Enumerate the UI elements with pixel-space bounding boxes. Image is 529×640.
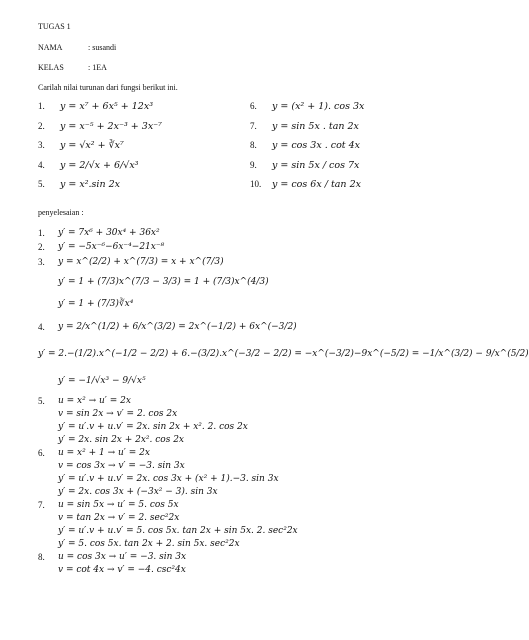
left-problem-4 bbox=[38, 160, 238, 180]
problem-expression: y = 2/√x + 6/√x³ bbox=[60, 159, 139, 171]
problem-expression: y = x⁻⁵ + 2x⁻³ + 3x⁻⁷ bbox=[60, 120, 162, 132]
solution-line: y′ = −5x⁻⁶−6x⁻⁴−21x⁻⁸ bbox=[58, 242, 165, 252]
nama-label: NAMA bbox=[38, 43, 63, 52]
solution-2 bbox=[38, 240, 448, 254]
solution-number: 1. bbox=[38, 228, 45, 238]
solution-number: 6. bbox=[38, 447, 45, 458]
left-problem-5 bbox=[38, 179, 238, 199]
right-problem-5 bbox=[250, 179, 450, 199]
solution-line: y′ = u′.v + u.v′ = 2x. sin 2x + x². 2. cos 2x bbox=[58, 421, 248, 432]
solution-line: y′ = 7x⁶ + 30x⁴ + 36x² bbox=[58, 228, 160, 238]
solution-line: y′ = 1 + (7/3)∛x⁴ bbox=[58, 299, 134, 309]
solution-line: y = 2/x^(1/2) + 6/x^(3/2) = 2x^(−1/2) + 6x^(−3/2) bbox=[58, 322, 297, 332]
solution-line: y = x^(2/2) + x^(7/3) = x + x^(7/3) bbox=[58, 257, 224, 267]
solution-line: u = cos 3x → u′ = −3. sin 3x bbox=[58, 551, 187, 562]
solution-number: 3. bbox=[38, 257, 45, 267]
problem-expression: y = cos 3x . cot 4x bbox=[272, 140, 361, 151]
problem-number: 10. bbox=[250, 179, 262, 189]
kelas-value: : 1EA bbox=[88, 63, 107, 72]
problem-number: 2. bbox=[38, 120, 45, 131]
solution-line: y′ = −1/√x³ − 9/√x⁵ bbox=[58, 376, 146, 386]
solution-number: 4. bbox=[38, 322, 45, 332]
solution-line: v = cos 3x → v′ = −3. sin 3x bbox=[58, 460, 185, 471]
problem-number: 4. bbox=[38, 159, 45, 170]
solution-line: y′ = u′.v + u.v′ = 2x. cos 3x + (x² + 1).−3. sin 3x bbox=[58, 473, 279, 484]
problems-left bbox=[38, 101, 238, 199]
solution-8 bbox=[38, 550, 448, 576]
solution-4 bbox=[38, 314, 529, 394]
solution-line: u = sin 5x → u′ = 5. cos 5x bbox=[58, 499, 179, 510]
problem-expression: y = x².sin 2x bbox=[60, 179, 121, 190]
solutions-list bbox=[38, 226, 529, 576]
solution-number: 2. bbox=[38, 242, 45, 252]
right-problem-1 bbox=[250, 101, 450, 121]
solution-line: y′ = 2.−(1/2).x^(−1/2 − 2/2) + 6.−(3/2).x^(−3/2 − 2/2) = −x^(−3/2)−9x^(−5/2) = −1/x^(3/2) − 9/x^(5/2) bbox=[38, 349, 529, 359]
problem-number: 6. bbox=[250, 101, 257, 111]
problem-expression: y = cos 6x / tan 2x bbox=[272, 179, 361, 190]
problem-expression: y = (x² + 1). cos 3x bbox=[272, 101, 365, 112]
solution-line: y′ = 5. cos 5x. tan 2x + 2. sin 5x. sec²2x bbox=[58, 538, 240, 549]
problem-number: 5. bbox=[38, 179, 45, 189]
problem-number: 3. bbox=[38, 140, 45, 150]
problem-number: 7. bbox=[250, 120, 257, 131]
solution-line: v = cot 4x → v′ = −4. csc²4x bbox=[58, 564, 186, 575]
solution-5 bbox=[38, 394, 448, 446]
solution-line: y′ = 1 + (7/3)x^(7/3 − 3/3) = 1 + (7/3)x^(4/3) bbox=[58, 277, 269, 287]
solution-line: v = sin 2x → v′ = 2. cos 2x bbox=[58, 408, 178, 419]
solution-number: 8. bbox=[38, 551, 45, 562]
doc-title: TUGAS 1 bbox=[38, 22, 71, 31]
left-problem-3 bbox=[38, 140, 238, 160]
problem-number: 9. bbox=[250, 159, 257, 170]
problem-expression: y = sin 5x . tan 2x bbox=[272, 120, 359, 132]
kelas-label: KELAS bbox=[38, 63, 64, 72]
problem-expression: y = x⁷ + 6x⁵ + 12x³ bbox=[60, 101, 153, 112]
problem-number: 1. bbox=[38, 101, 45, 111]
instruction-text: Carilah nilai turunan dari fungsi berikut ini. bbox=[38, 83, 178, 92]
left-problem-2 bbox=[38, 121, 238, 141]
solution-label: penyelesaian : bbox=[38, 208, 84, 217]
solution-line: y′ = 2x. sin 2x + 2x². cos 2x bbox=[58, 434, 185, 445]
problem-expression: y = sin 5x / cos 7x bbox=[272, 159, 360, 171]
solution-line: u = x² → u′ = 2x bbox=[58, 395, 131, 406]
right-problem-2 bbox=[250, 121, 450, 141]
solution-7 bbox=[38, 498, 448, 550]
solution-line: v = tan 2x → v′ = 2. sec²2x bbox=[58, 512, 180, 523]
solution-line: y′ = 2x. cos 3x + (−3x² − 3). sin 3x bbox=[58, 486, 218, 497]
left-problem-1 bbox=[38, 101, 238, 121]
solution-number: 5. bbox=[38, 395, 45, 406]
solution-3 bbox=[38, 254, 448, 314]
problems-right bbox=[250, 101, 450, 199]
right-problem-3 bbox=[250, 140, 450, 160]
solution-6 bbox=[38, 446, 448, 498]
solution-1 bbox=[38, 226, 448, 240]
problem-number: 8. bbox=[250, 140, 257, 150]
solution-line: y′ = u′.v + u.v′ = 5. cos 5x. tan 2x + sin 5x. 2. sec²2x bbox=[58, 525, 298, 536]
solution-number: 7. bbox=[38, 499, 45, 510]
problem-expression: y = √x² + ∛x⁷ bbox=[60, 140, 124, 151]
nama-value: : susandi bbox=[88, 43, 117, 52]
right-problem-4 bbox=[250, 160, 450, 180]
solution-line: u = x² + 1 → u′ = 2x bbox=[58, 447, 150, 458]
